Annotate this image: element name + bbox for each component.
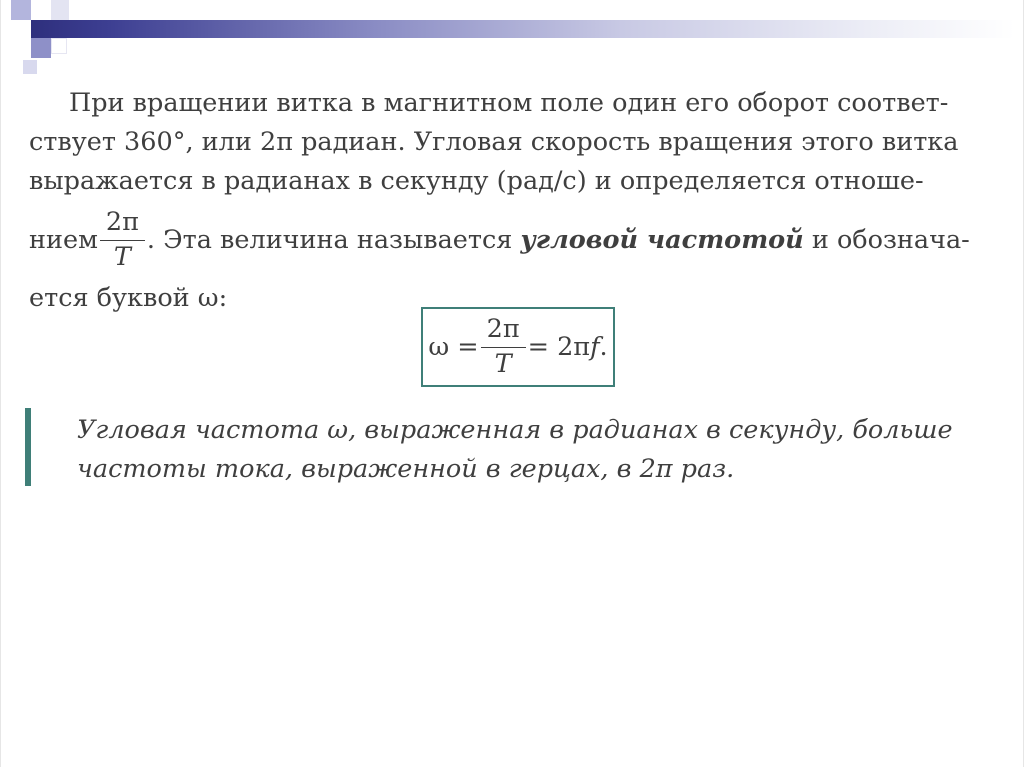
note-line-text: частоты тока, выраженной в герцах, в 2π раз. [77,454,735,484]
header-gradient-bar [31,20,1015,38]
fraction-denominator: T [113,241,131,272]
paragraph-text: выражается в радианах в секунду (рад/с) и определяется отноше- [29,166,924,196]
decorative-square [51,0,69,20]
paragraph-text: . Эта величина называется [146,224,513,255]
paragraph-text: ется буквой ω: [29,283,228,313]
paragraph-text: При вращении витка в магнитном поле один его оборот соответ- [69,88,949,118]
decorative-square [31,0,51,20]
decorative-square [11,0,31,20]
note-accent-bar [25,408,31,486]
paragraph-line [29,84,1019,123]
note-text [77,411,1013,489]
paragraph-text: нием [29,224,98,255]
fraction-numerator: 2π [100,210,145,241]
formula-fraction [481,314,526,379]
paragraph-text: ствует 360°, или 2π радиан. Угловая скорость вращения этого витка [29,127,959,157]
highlighted-term: угловой частотой [520,224,804,255]
formula-lhs: ω = [428,332,479,362]
paragraph-line [29,162,1019,201]
formula-end: . [599,332,608,362]
paragraph-text: и обознача- [811,224,970,255]
formula-numerator: 2π [481,317,526,348]
formula-variable-f: f [590,332,600,362]
formula-box [421,307,615,387]
formula-denominator: T [494,348,512,379]
decorative-square [23,60,37,74]
formula-rhs: = 2π [527,332,591,362]
note-line [77,450,1013,489]
note-line-text: Угловая частота ω, выраженная в радианах в секунду, больше [77,415,953,445]
decorative-square [51,38,67,54]
paragraph-line-with-fraction [29,201,1019,279]
paragraph-line [29,123,1019,162]
main-paragraph [29,84,1019,318]
inline-fraction [100,207,145,272]
decorative-square [1,20,21,38]
note-line [77,411,1013,450]
decorative-square [31,38,51,58]
